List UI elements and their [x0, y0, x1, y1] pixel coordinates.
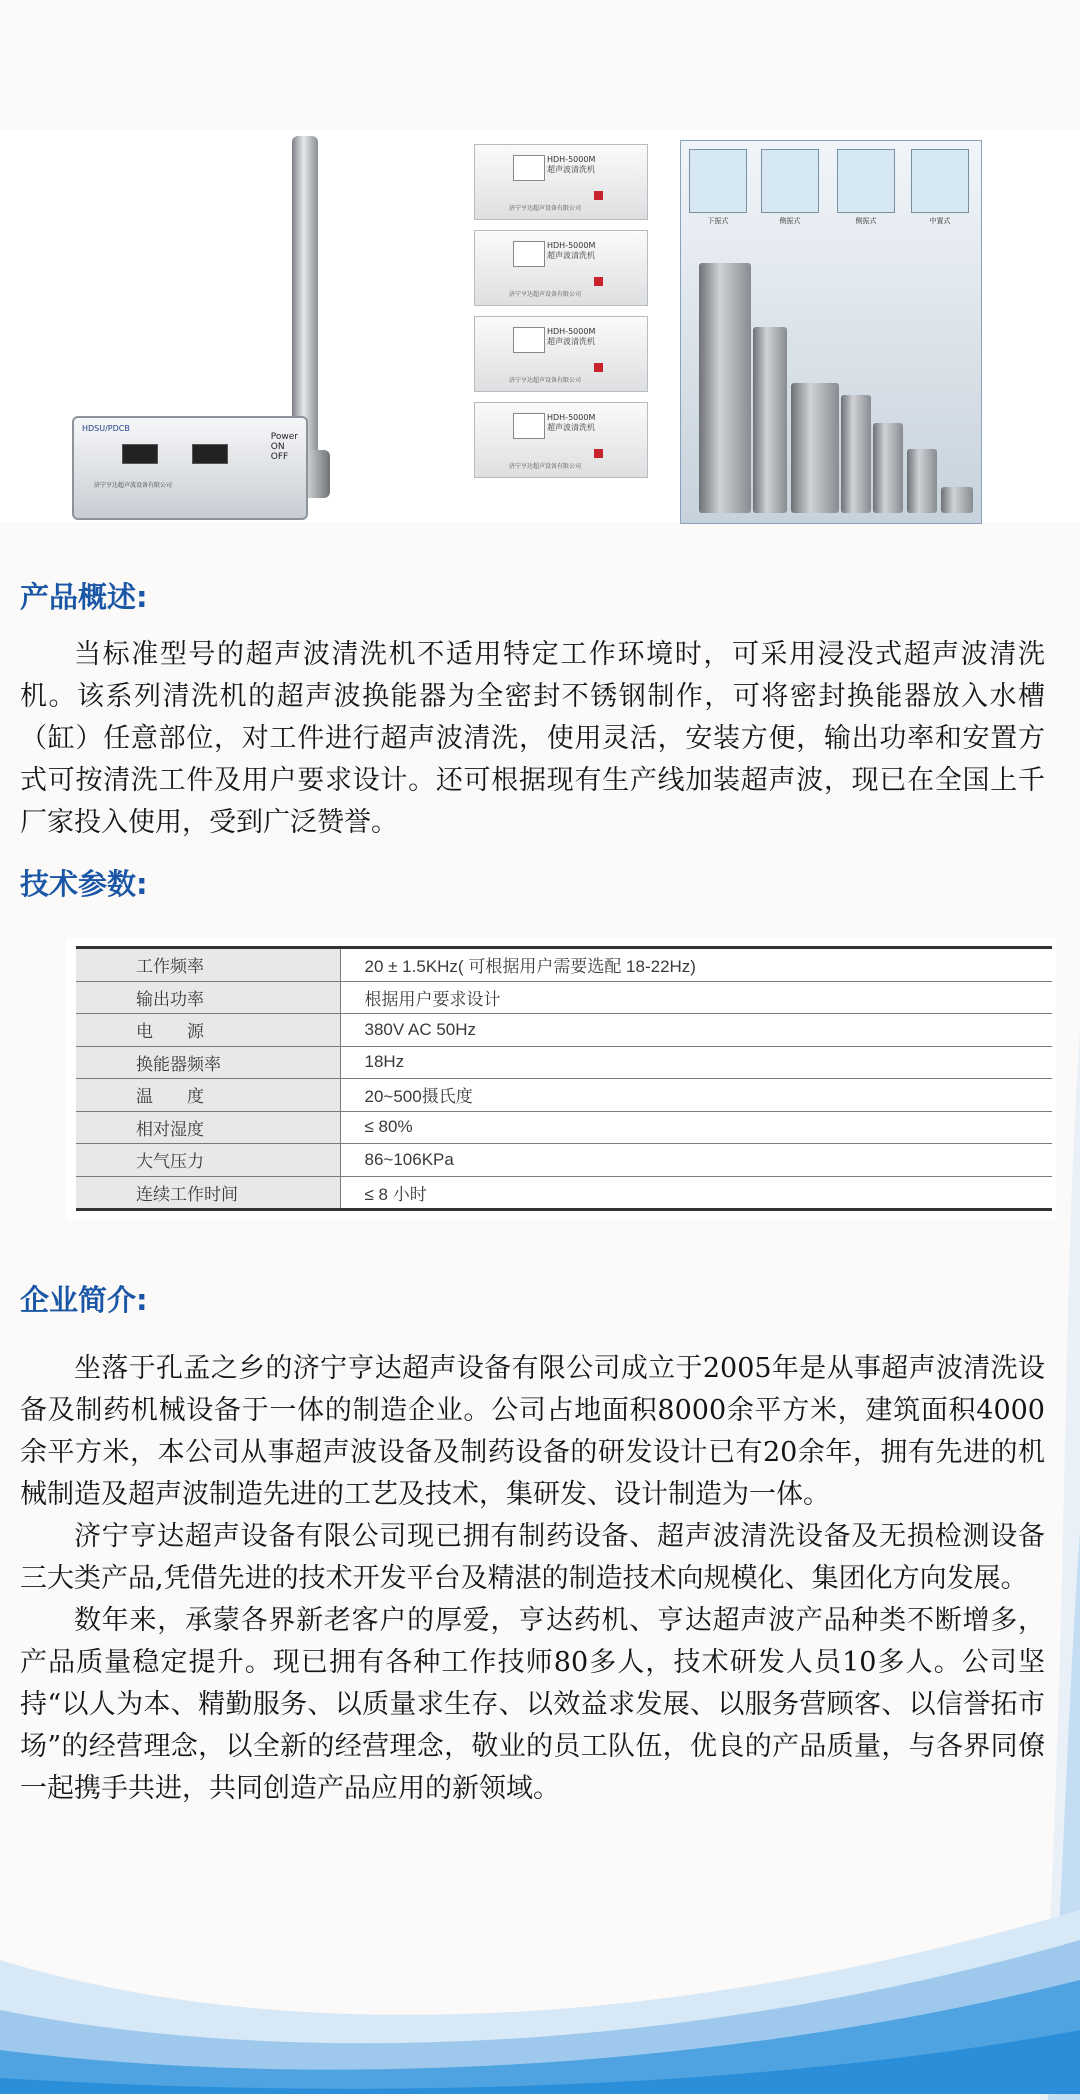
controller-brand: HDSU/PDCB — [82, 424, 130, 433]
generator-label: HDH-5000M 超声波清洗机 — [547, 241, 596, 260]
table-row — [76, 1014, 1052, 1047]
table-row — [76, 1046, 1052, 1079]
company-paragraph: 济宁亨达超声设备有限公司现已拥有制药设备、超声波清洗设备及无损检测设备三大类产品,凭借先进的技术开发平台及精湛的制造技术向规模化、集团化方向发展。 — [20, 1521, 1045, 1594]
generator-image — [474, 316, 648, 392]
mode-diagram: 中置式 — [911, 149, 969, 213]
table-row — [76, 1176, 1052, 1210]
company-paragraph: 数年来，承蒙各界新老客户的厚爱，亨达药机、亨达超声波产品种类不断增多，产品质量稳定提升。现已拥有各种工作技师80多人，技术研发人员10多人。公司坚持“以人为本、精勤服务、以质量求生存、以效益求发展、以服务营顾客、以信誉拓市场”的经营理念，以全新的经营理念，敬业的员工队伍，优良的产品质量，与各界同僚一起携手共进，共同创造产品应用的新领域。 — [20, 1605, 1045, 1804]
meter-icon — [513, 327, 545, 353]
table-row — [76, 1111, 1052, 1144]
tank-image — [941, 487, 973, 513]
tank-image — [873, 423, 903, 513]
on-label: ON — [270, 442, 285, 452]
generator-maker: 济宁亨达超声设备有限公司 — [509, 377, 582, 384]
table-row — [76, 1079, 1052, 1112]
overview-paragraph: 当标准型号的超声波清洗机不适用特定工作环境时，可采用浸没式超声波清洗机。该系列清洗机的超声波换能器为全密封不锈钢制作，可将密封换能器放入水槽（缸）任意部位，对工件进行超声波清洗，使用灵活，安装方便，输出功率和安置方式可按清洗工件及用户要求设计。还可根据现有生产线加装超声波，现已在全国上千厂家投入使用，受到广泛赞誉。 — [20, 639, 1045, 838]
mode-diagram: 侧振式 — [837, 149, 895, 213]
table-row — [76, 1144, 1052, 1177]
generator-image — [474, 230, 648, 306]
spec-table-container — [66, 938, 1056, 1220]
meter-icon — [513, 413, 545, 439]
power-switch-labels — [271, 432, 298, 462]
generator-image — [474, 402, 648, 478]
generator-maker: 济宁亨达超声设备有限公司 — [509, 463, 582, 470]
power-led-icon — [594, 191, 603, 200]
power-led-icon — [594, 277, 603, 286]
spec-value: 380V AC 50Hz — [340, 1014, 1052, 1047]
spec-value: 18Hz — [340, 1046, 1052, 1079]
overview-title: 产品概述: — [20, 580, 148, 614]
generator-maker: 济宁亨达超声设备有限公司 — [509, 291, 582, 298]
company-paragraph: 坐落于孔孟之乡的济宁亨达超声设备有限公司成立于2005年是从事超声波清洗设备及制药机械设备于一体的制造企业。公司占地面积8000余平方米，建筑面积4000余平方米，本公司从事超声波设备及制药设备的研发设计已有20余年，拥有先进的机械制造及超声波制造先进的工艺及技术，集研发、设计制造为一体。 — [20, 1353, 1045, 1510]
spec-value: ≤ 8 小时 — [340, 1176, 1052, 1210]
tank-image — [753, 327, 787, 513]
mode-diagram: 下振式 — [689, 149, 747, 213]
controller-display — [122, 444, 158, 464]
generator-label: HDH-5000M 超声波清洗机 — [547, 327, 596, 346]
controller-unit-image — [72, 416, 308, 520]
company-text — [20, 1348, 1045, 1810]
spec-key: 电 源 — [76, 1014, 340, 1047]
power-label: Power — [270, 432, 298, 442]
power-led-icon — [594, 449, 603, 458]
bottom-wave-decoration — [0, 1900, 1080, 2094]
generator-label: HDH-5000M 超声波清洗机 — [547, 155, 596, 174]
spec-key: 相对湿度 — [76, 1111, 340, 1144]
specs-title: 技术参数: — [20, 867, 148, 901]
spec-value: 根据用户要求设计 — [340, 981, 1052, 1014]
spec-key: 连续工作时间 — [76, 1176, 340, 1210]
tank-image — [907, 449, 937, 513]
spec-value: ≤ 80% — [340, 1111, 1052, 1144]
generator-maker: 济宁亨达超声设备有限公司 — [509, 205, 582, 212]
spec-value: 20~500摄氏度 — [340, 1079, 1052, 1112]
controller-maker: 济宁亨达超声波设备有限公司 — [94, 482, 173, 489]
spec-key: 换能器频率 — [76, 1046, 340, 1079]
tank-image — [699, 263, 751, 513]
spec-value: 20 ± 1.5KHz( 可根据用户需要选配 18-22Hz) — [340, 948, 1052, 982]
table-row — [76, 981, 1052, 1014]
spec-key: 工作频率 — [76, 948, 340, 982]
power-led-icon — [594, 363, 603, 372]
spec-key: 输出功率 — [76, 981, 340, 1014]
table-row — [76, 948, 1052, 982]
spec-key: 大气压力 — [76, 1144, 340, 1177]
generator-label: HDH-5000M 超声波清洗机 — [547, 413, 596, 432]
spec-key: 温 度 — [76, 1079, 340, 1112]
product-banner — [0, 130, 1080, 522]
meter-icon — [513, 155, 545, 181]
mode-diagram: 侧振式 — [761, 149, 819, 213]
immersion-tanks-image — [680, 140, 982, 524]
spec-table — [76, 946, 1052, 1211]
off-label: OFF — [270, 452, 289, 462]
spec-value: 86~106KPa — [340, 1144, 1052, 1177]
meter-icon — [513, 241, 545, 267]
generator-image — [474, 144, 648, 220]
overview-text — [20, 634, 1045, 844]
tank-image — [791, 383, 839, 513]
controller-display — [192, 444, 228, 464]
company-title: 企业简介: — [20, 1283, 148, 1317]
tank-image — [841, 395, 871, 513]
